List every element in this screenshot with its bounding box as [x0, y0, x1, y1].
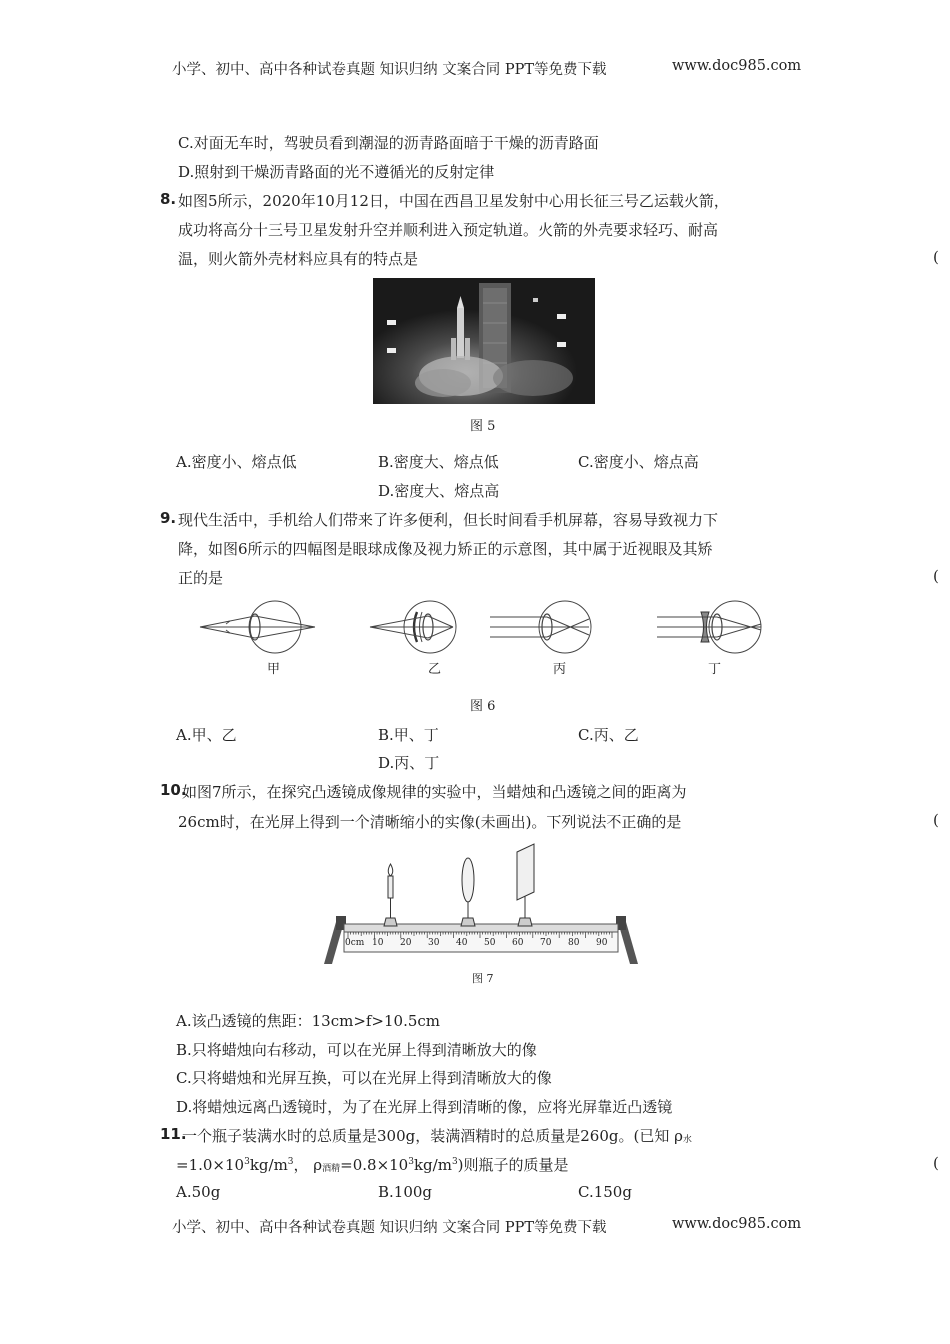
superscript: 3	[451, 1157, 458, 1167]
eye-label-yi: 乙	[428, 662, 442, 677]
q11-stem-line1	[182, 1125, 692, 1146]
q11-l2-part: )则瓶子的质量是	[457, 1156, 569, 1174]
ruler-tick-label: 90	[596, 938, 608, 948]
q11-stem-line2	[176, 1154, 569, 1175]
eye-diagram-jia	[200, 601, 315, 653]
superscript: 3	[408, 1157, 414, 1167]
q7-option-d: D.照射到干燥沥青路面的光不遵循光的反射定律	[178, 163, 495, 181]
eye-diagrams-figure	[195, 592, 785, 682]
header-text: 小学、初中、高中各种试卷真题 知识归纳 文案合同 PPT等免费下载	[172, 62, 607, 78]
eye-label-bing: 丙	[553, 662, 567, 677]
figure-5-caption: 图 5	[470, 419, 496, 434]
q10-option-d: D.将蜡烛远离凸透镜时，为了在光屏上得到清晰的像，应将光屏靠近凸透镜	[176, 1098, 673, 1116]
q10-number: 10.	[160, 781, 187, 799]
header-url: www.doc985.com	[672, 58, 802, 74]
q8-answer-paren: (	[933, 248, 939, 266]
rho-alcohol-subscript: 酒精	[322, 1164, 341, 1174]
optical-bench-figure	[322, 840, 640, 968]
ruler-labels	[322, 840, 640, 968]
q9-stem-line2: 降，如图6所示的四幅图是眼球成像及视力矫正的示意图，其中属于近视眼及其矫	[178, 540, 713, 558]
ruler-tick-label: 80	[568, 938, 580, 948]
ruler-tick-label: 70	[540, 938, 552, 948]
q10-option-c: C.只将蜡烛和光屏互换，可以在光屏上得到清晰放大的像	[176, 1069, 552, 1087]
eye-diagram-yi	[370, 601, 456, 653]
eye-label-ding: 丁	[708, 662, 722, 677]
q9-option-b: B.甲、丁	[378, 726, 439, 744]
q11-l2-part: kg/m	[249, 1156, 288, 1174]
q10-option-a: A.该凸透镜的焦距：13cm>f>10.5cm	[176, 1012, 441, 1030]
q11-answer-paren: (	[933, 1154, 939, 1172]
q11-option-a: A.50g	[176, 1183, 221, 1201]
rho-water-subscript: 水	[682, 1135, 692, 1145]
q11-l2-part: =0.8×10	[340, 1156, 409, 1174]
figure-6-caption: 图 6	[470, 699, 496, 714]
q11-l2-part: ， ρ	[293, 1156, 323, 1174]
rocket-launch-photo	[373, 278, 595, 404]
q9-option-c: C.丙、乙	[578, 726, 639, 744]
q11-number: 11.	[160, 1125, 187, 1143]
ruler-tick-label: 50	[484, 938, 496, 948]
q10-answer-paren: (	[933, 811, 939, 829]
footer-text: 小学、初中、高中各种试卷真题 知识归纳 文案合同 PPT等免费下载	[172, 1220, 607, 1236]
q9-option-d: D.丙、丁	[378, 754, 440, 772]
q10-stem-line1: 如图7所示，在探究凸透镜成像规律的实验中，当蜡烛和凸透镜之间的距离为	[182, 783, 687, 801]
q9-option-a: A.甲、乙	[176, 726, 237, 744]
ruler-tick-label: 10	[372, 938, 384, 948]
q8-option-d: D.密度大、熔点高	[378, 482, 500, 500]
q9-number: 9.	[160, 509, 177, 527]
q8-option-c: C.密度小、熔点高	[578, 453, 699, 471]
q11-line1-text: 一个瓶子装满水时的总质量是300g，装满酒精时的总质量是260g。(已知 ρ	[182, 1127, 683, 1145]
ruler-tick-label: 20	[400, 938, 412, 948]
q8-stem-line2: 成功将高分十三号卫星发射升空并顺利进入预定轨道。火箭的外壳要求轻巧、耐高	[178, 221, 719, 239]
q7-option-c: C.对面无车时，驾驶员看到潮湿的沥青路面暗于干燥的沥青路面	[178, 134, 599, 152]
q11-l2-part: =1.0×10	[176, 1156, 245, 1174]
footer-url: www.doc985.com	[672, 1216, 802, 1232]
q10-option-b: B.只将蜡烛向右移动，可以在光屏上得到清晰放大的像	[176, 1041, 537, 1059]
q11-option-c: C.150g	[578, 1183, 632, 1201]
q11-l2-part: kg/m	[413, 1156, 452, 1174]
eye-label-jia: 甲	[267, 662, 281, 677]
q8-option-b: B.密度大、熔点低	[378, 453, 499, 471]
q9-answer-paren: (	[933, 567, 939, 585]
q11-option-b: B.100g	[378, 1183, 433, 1201]
superscript: 3	[244, 1157, 250, 1167]
q9-stem-line3: 正的是	[178, 569, 224, 587]
q10-stem-line2: 26cm时，在光屏上得到一个清晰缩小的实像(未画出)。下列说法不正确的是	[178, 813, 682, 831]
eye-diagram-bing	[490, 601, 591, 653]
figure-7-caption: 图 7	[472, 972, 494, 985]
ruler-tick-label: 40	[456, 938, 468, 948]
ruler-tick-label: 30	[428, 938, 440, 948]
q8-stem-line3: 温，则火箭外壳材料应具有的特点是	[178, 250, 419, 268]
q8-number: 8.	[160, 190, 177, 208]
superscript: 3	[287, 1157, 294, 1167]
q9-stem-line1: 现代生活中，手机给人们带来了许多便利，但长时间看手机屏幕，容易导致视力下	[178, 511, 719, 529]
q8-stem-line1: 如图5所示，2020年10月12日，中国在西昌卫星发射中心用长征三号乙运载火箭，	[178, 192, 729, 210]
ruler-tick-label: 60	[512, 938, 524, 948]
ruler-tick-label: 0cm	[345, 938, 365, 948]
q8-option-a: A.密度小、熔点低	[176, 453, 297, 471]
eye-diagram-ding	[657, 601, 761, 653]
